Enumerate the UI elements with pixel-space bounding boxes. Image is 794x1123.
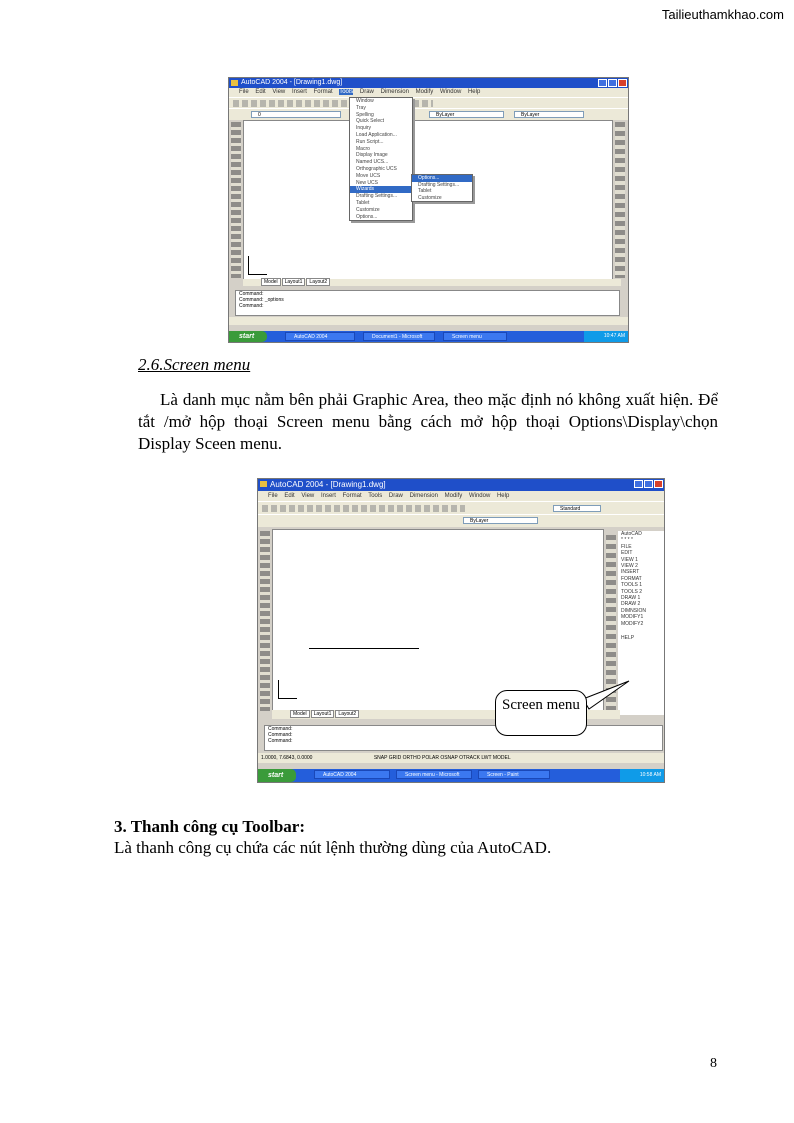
taskbar-item[interactable]: Document1 - Microsoft xyxy=(363,332,435,341)
menu-edit[interactable]: Edit xyxy=(284,493,295,499)
page-number: 8 xyxy=(710,1056,717,1071)
screen-menu-callout: Screen menu xyxy=(495,690,587,736)
menu-item[interactable]: Spelling xyxy=(356,111,374,118)
screen-menu-item[interactable]: FILE xyxy=(621,543,632,550)
menu-view[interactable]: View xyxy=(301,493,315,499)
submenu-item-highlighted[interactable]: Options... xyxy=(412,175,472,182)
linetype-combo[interactable]: ByLayer xyxy=(463,517,538,524)
menu-dimension[interactable]: Dimension xyxy=(380,89,409,95)
menu-bar xyxy=(258,491,664,501)
system-tray-clock: 10:47 AM xyxy=(584,331,628,342)
menu-item[interactable]: Options... xyxy=(356,213,378,220)
close-button[interactable] xyxy=(654,480,663,488)
tab-layout1[interactable]: Layout1 xyxy=(311,710,335,718)
screen-menu-item[interactable]: AutoCAD xyxy=(621,531,642,537)
menu-item[interactable]: Macro xyxy=(356,145,370,152)
window-title: AutoCAD 2004 - [Drawing1.dwg] xyxy=(241,79,343,86)
window-title-bar xyxy=(258,479,664,491)
screen-menu-item[interactable]: DRAW 1 xyxy=(621,595,641,602)
toolbar-buttons[interactable] xyxy=(262,505,465,512)
screen-menu-item[interactable]: MODIFY2 xyxy=(621,620,644,627)
menu-item[interactable]: Tablet xyxy=(356,199,370,206)
autocad-screenshot-tools-menu xyxy=(228,77,629,343)
menu-insert[interactable]: Insert xyxy=(320,493,336,499)
menu-format[interactable]: Format xyxy=(342,493,362,499)
screen-menu-item[interactable]: MODIFY1 xyxy=(621,614,644,621)
layout-tabs xyxy=(243,279,621,286)
windows-taskbar xyxy=(258,769,664,782)
menu-item-highlighted[interactable]: Wizards xyxy=(350,186,412,193)
tab-layout1[interactable]: Layout1 xyxy=(282,278,306,286)
coordinates-readout: 1.0000, 7.6843, 0.0000 xyxy=(261,755,313,761)
menu-file[interactable]: File xyxy=(268,493,278,499)
start-button[interactable]: start xyxy=(229,331,267,342)
section-heading-toolbar: 3. Thanh công cụ Toolbar: xyxy=(114,817,306,836)
tab-layout2[interactable]: Layout2 xyxy=(335,710,359,718)
menu-item[interactable]: Customize xyxy=(356,206,380,213)
command-line: Command: xyxy=(268,732,293,738)
taskbar-item[interactable]: Screen - Paint xyxy=(478,770,550,779)
taskbar-item[interactable]: Screen menu xyxy=(443,332,507,341)
minimize-button[interactable] xyxy=(634,480,643,488)
taskbar-item[interactable]: Screen menu - Microsoft xyxy=(396,770,472,779)
status-toggles[interactable]: SNAP GRID ORTHO POLAR OSNAP OTRACK LWT MODEL xyxy=(373,755,511,761)
screen-menu-item[interactable]: FORMAT xyxy=(621,575,642,582)
menu-modify[interactable]: Modify xyxy=(444,493,463,499)
paragraph-text: Là danh mục nằm bên phải Graphic Area, theo mặc định nó không xuất hiện. Để tắt /mở hộp thoại Screen menu bằng cách mở hộp thoại Options\Display\chọn Display Sceen menu. xyxy=(138,390,718,453)
lineweight-combo[interactable]: ByLayer xyxy=(514,111,584,118)
autocad-app-icon xyxy=(260,481,267,487)
menu-help[interactable]: Help xyxy=(496,493,510,499)
screen-menu-item[interactable]: VIEW 1 xyxy=(621,556,638,563)
screen-menu-item[interactable]: DRAW 2 xyxy=(621,601,641,608)
menu-modify[interactable]: Modify xyxy=(415,89,434,95)
menu-window[interactable]: Window xyxy=(468,493,491,499)
menu-dimension[interactable]: Dimension xyxy=(409,493,438,499)
menu-tools[interactable]: Tools xyxy=(368,493,383,499)
menu-tools[interactable]: Tools xyxy=(339,89,354,95)
draw-toolbar[interactable] xyxy=(260,531,270,711)
ucs-icon xyxy=(248,256,267,275)
screen-menu-item[interactable]: HELP xyxy=(621,635,635,642)
menu-draw[interactable]: Draw xyxy=(359,89,374,95)
autocad-app-icon xyxy=(231,80,238,86)
text-style-combo[interactable]: Standard xyxy=(553,505,601,512)
modify-toolbar[interactable] xyxy=(615,122,625,278)
taskbar-item[interactable]: AutoCAD 2004 xyxy=(285,332,355,341)
tab-layout2[interactable]: Layout2 xyxy=(306,278,330,286)
window-title-bar xyxy=(229,78,628,88)
menu-item[interactable]: Named UCS... xyxy=(356,159,389,166)
menu-window[interactable]: Window xyxy=(439,89,462,95)
command-line: Command: xyxy=(239,303,264,309)
menu-edit[interactable]: Edit xyxy=(255,89,266,95)
menu-item[interactable]: New UCS xyxy=(356,179,378,186)
tools-submenu xyxy=(411,174,473,202)
screen-menu-item[interactable]: * * * * xyxy=(621,537,633,544)
layers-toolbar xyxy=(258,514,664,527)
window-title: AutoCAD 2004 - [Drawing1.dwg] xyxy=(270,480,386,489)
tab-model[interactable]: Model xyxy=(290,710,310,718)
menu-file[interactable]: File xyxy=(239,89,249,95)
start-button[interactable]: start xyxy=(258,769,296,782)
command-window[interactable] xyxy=(264,725,663,751)
layers-toolbar xyxy=(229,108,628,120)
taskbar-item[interactable]: AutoCAD 2004 xyxy=(314,770,390,779)
menu-item[interactable]: Display Image xyxy=(356,152,388,159)
layer-combo[interactable]: 0 xyxy=(251,111,341,118)
command-line: Command: _options xyxy=(239,297,284,303)
submenu-item[interactable]: Drafting Settings... xyxy=(418,181,460,188)
maximize-button[interactable] xyxy=(608,79,617,87)
menu-item[interactable]: Window xyxy=(356,98,374,104)
submenu-item[interactable]: Customize xyxy=(418,194,442,201)
menu-insert[interactable]: Insert xyxy=(291,89,307,95)
menu-item[interactable]: Drafting Settings... xyxy=(356,193,398,200)
menu-item[interactable]: Inquiry xyxy=(356,125,372,132)
menu-item[interactable]: Run Script... xyxy=(356,138,384,145)
menu-format[interactable]: Format xyxy=(313,89,333,95)
system-tray-clock: 10:58 AM xyxy=(620,769,664,782)
autocad-screenshot-screen-menu xyxy=(257,478,665,783)
site-watermark: Tailieuthamkhao.com xyxy=(661,7,784,22)
section-text-toolbar: Là thanh công cụ chứa các nút lệnh thường dùng của AutoCAD. xyxy=(114,838,552,857)
tools-dropdown-menu xyxy=(349,97,413,221)
ucs-icon xyxy=(278,680,297,699)
command-line: Command: xyxy=(268,738,293,744)
screen-menu-item[interactable]: DIMNSION xyxy=(621,607,646,614)
screen-menu-item[interactable]: INSERT xyxy=(621,569,640,576)
close-button[interactable] xyxy=(618,79,627,87)
section-heading-screen-menu: 2.6.Screen menu xyxy=(138,355,251,374)
screen-menu-item[interactable]: TOOLS 2 xyxy=(621,588,643,595)
menu-bar xyxy=(229,88,628,97)
graphic-area[interactable] xyxy=(272,529,604,711)
command-window[interactable] xyxy=(235,290,620,316)
tab-model[interactable]: Model xyxy=(261,278,281,286)
windows-taskbar xyxy=(229,331,628,342)
status-bar xyxy=(258,753,664,763)
draw-toolbar[interactable] xyxy=(231,122,241,278)
menu-item[interactable]: Load Application... xyxy=(356,131,397,138)
menu-help[interactable]: Help xyxy=(467,89,481,95)
menu-item[interactable]: Tray xyxy=(356,104,366,111)
submenu-item[interactable]: Tablet xyxy=(418,188,432,194)
command-line: Command: xyxy=(268,726,293,732)
menu-draw[interactable]: Draw xyxy=(388,493,403,499)
maximize-button[interactable] xyxy=(644,480,653,488)
command-line: Command: xyxy=(239,291,264,297)
drawn-line xyxy=(309,648,419,649)
menu-view[interactable]: View xyxy=(272,89,286,95)
screen-menu-item[interactable]: EDIT xyxy=(621,550,633,557)
screen-menu-item[interactable]: TOOLS 1 xyxy=(621,582,643,589)
minimize-button[interactable] xyxy=(598,79,607,87)
menu-item[interactable]: Orthographic UCS xyxy=(356,165,397,172)
status-bar xyxy=(229,317,628,325)
menu-item[interactable]: Move UCS xyxy=(356,172,381,179)
linetype-combo[interactable]: ByLayer xyxy=(429,111,504,118)
standard-toolbar xyxy=(258,501,664,515)
menu-item[interactable]: Quick Select xyxy=(356,118,385,125)
screen-menu-item[interactable]: VIEW 2 xyxy=(621,563,638,570)
section-paragraph xyxy=(138,389,718,455)
